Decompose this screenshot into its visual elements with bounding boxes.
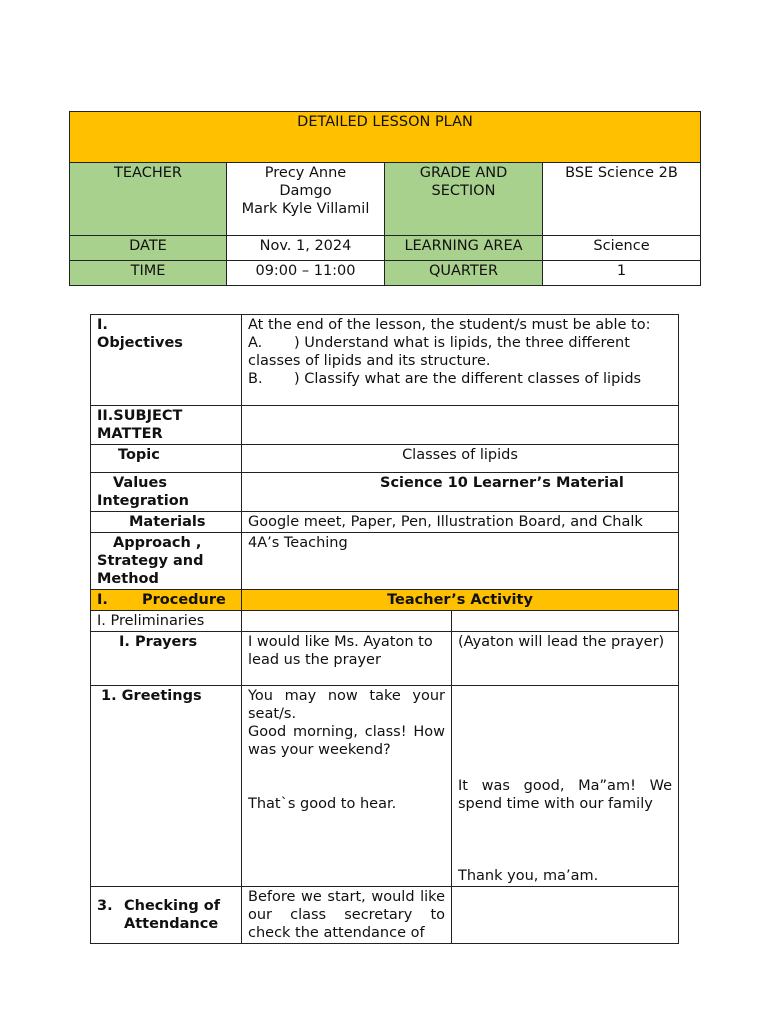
time-value: 09:00 – 11:00 [227, 261, 385, 286]
prayers-student: (Ayaton will lead the prayer) [452, 632, 679, 686]
topic-value: Classes of lipids [242, 445, 679, 473]
subject-matter-value [242, 406, 679, 445]
approach-label-line-2: Strategy and [97, 553, 204, 569]
materials-value: Google meet, Paper, Pen, Illustration Board, and Chalk [242, 512, 679, 533]
grade-label-line-1: GRADE AND [419, 165, 508, 181]
teacher-name-1: Precy Anne [264, 165, 347, 181]
preliminaries-teacher [242, 611, 452, 632]
quarter-label: QUARTER [385, 261, 543, 286]
attendance-label-text-1: Checking of [124, 898, 221, 914]
teacher-name-3: Mark Kyle Villamil [241, 201, 370, 217]
preliminaries-student [452, 611, 679, 632]
header-table [69, 111, 701, 286]
date-label: DATE [70, 236, 227, 261]
teacher-names [227, 163, 385, 236]
procedure-text: Procedure [142, 592, 226, 608]
prayers-label: I. Prayers [91, 632, 242, 686]
preliminaries-label: I. Preliminaries [91, 611, 242, 632]
teacher-activity-header: Teacher’s Activity [242, 590, 679, 611]
greetings-teacher-line-3: That`s good to hear. [248, 796, 397, 812]
greetings-student-line-2: Thank you, ma’am. [458, 868, 599, 884]
approach-value: 4A’s Teaching [242, 533, 679, 590]
objective-b-text: ) Classify what are the different classes of lipids [294, 371, 642, 387]
values-integration-value: Science 10 Learner’s Material [242, 473, 679, 512]
learning-area-label: LEARNING AREA [385, 236, 543, 261]
attendance-marker: 3. [97, 898, 113, 914]
grade-label-line-2: SECTION [431, 183, 496, 199]
attendance-label-line-2: Attendance [124, 916, 219, 932]
objective-a [248, 334, 672, 370]
objectives-content [242, 315, 679, 406]
greetings-label: 1. Greetings [91, 686, 242, 887]
approach-label [91, 533, 242, 590]
time-label: TIME [70, 261, 227, 286]
procedure-label [91, 590, 242, 611]
objective-b [248, 370, 672, 388]
objective-a-marker: A. [248, 335, 263, 351]
teacher-name-2: Damgo [279, 183, 332, 199]
greetings-teacher [242, 686, 452, 887]
lesson-plan-title: DETAILED LESSON PLAN [70, 112, 701, 163]
learning-area-value: Science [543, 236, 701, 261]
values-label-line-1: Values [113, 475, 167, 491]
greetings-teacher-line-1: You may now take your seat/s. [248, 688, 445, 722]
objective-b-marker: B. [248, 371, 263, 387]
lesson-plan-table [90, 314, 679, 944]
procedure-marker: I. [97, 592, 108, 608]
materials-label: Materials [91, 512, 242, 533]
objectives-label [91, 315, 242, 406]
values-label-line-2: Integration [97, 493, 189, 509]
greetings-student [452, 686, 679, 887]
attendance-label [91, 887, 242, 944]
objective-a-text: ) Understand what is lipids, the three different classes of lipids and its structure. [248, 335, 630, 369]
subject-matter-label: II.SUBJECT MATTER [91, 406, 242, 445]
greetings-student-line-1: It was good, Ma”am! We spend time with our family [458, 778, 673, 812]
objectives-label-num: I. [97, 317, 108, 333]
objectives-intro: At the end of the lesson, the student/s must be able to: [248, 317, 651, 333]
objectives-label-text: Objectives [97, 335, 183, 351]
date-value: Nov. 1, 2024 [227, 236, 385, 261]
greetings-teacher-line-2: Good morning, class! How was your weekend? [248, 724, 445, 758]
grade-section-value: BSE Science 2B [543, 163, 701, 236]
approach-label-line-1: Approach , [113, 535, 202, 551]
values-integration-label [91, 473, 242, 512]
prayers-teacher: I would like Ms. Ayaton to lead us the prayer [242, 632, 452, 686]
grade-section-label [385, 163, 543, 236]
attendance-label-line-1 [97, 897, 235, 915]
attendance-student [452, 887, 679, 944]
teacher-label: TEACHER [70, 163, 227, 236]
quarter-value: 1 [543, 261, 701, 286]
approach-label-line-3: Method [97, 571, 159, 587]
attendance-teacher: Before we start, would like our class secretary to check the attendance of [242, 887, 452, 944]
topic-label: Topic [91, 445, 242, 473]
